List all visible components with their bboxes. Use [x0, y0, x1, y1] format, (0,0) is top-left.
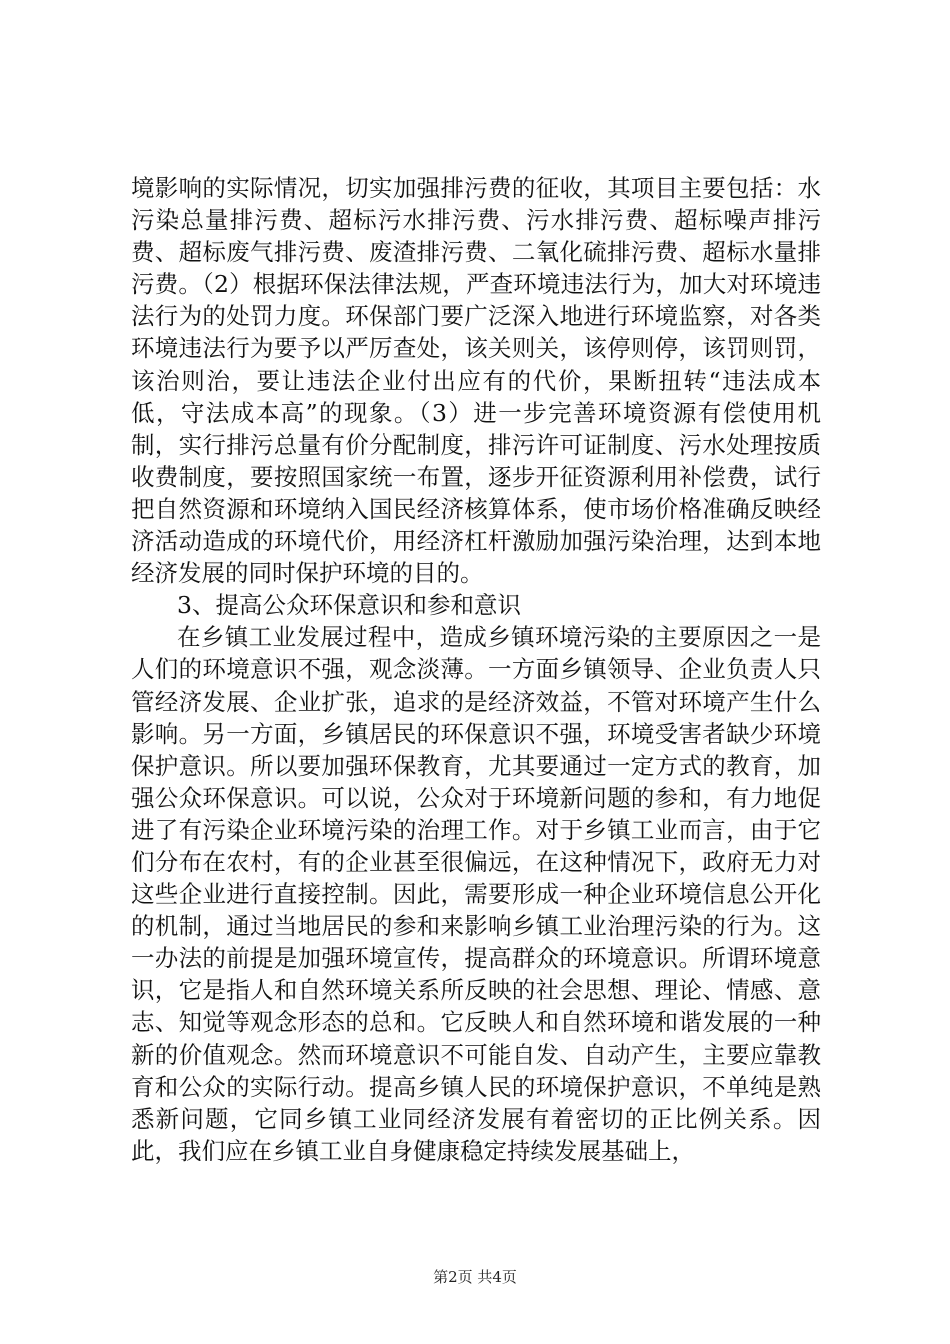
paragraph: 在乡镇工业发展过程中，造成乡镇环境污染的主要原因之一是人们的环境意识不强，观念淡薄。一方面乡镇领导、企业负责人只管经济发展、企业扩张，追求的是经济效益，不管对环境产生什么影响。另一方面，乡镇居民的环保意识不强，环境受害者缺少环境保护意识。所以要加强环保教育，尤其要通过一定方式的教育，加强公众环保意识。可以说，公众对于环境新问题的参和，有力地促进了有污染企业环境污染的治理工作。对于乡镇工业而言，由于它们分布在农村，有的企业甚至很偏远，在这种情况下，政府无力对这些企业进行直接控制。因此，需要形成一种企业环境信息公开化的机制，通过当地居民的参和来影响乡镇工业治理污染的行为。这一办法的前提是加强环境宣传，提高群众的环境意识。所谓环境意识，它是指人和自然环境关系所反映的社会思想、理论、情感、意志、知觉等观念形态的总和。它反映人和自然环境和谐发展的一种新的价值观念。然而环境意识不可能自发、自动产生，主要应靠教育和公众的实际行动。提高乡镇人民的环境保护意识，不单纯是熟悉新问题，它同乡镇工业同经济发展有着密切的正比例关系。因此，我们应在乡镇工业自身健康稳定持续发展基础上，: [131, 623, 821, 1165]
paragraph-continuation: 境影响的实际情况，切实加强排污费的征收，其项目主要包括：水污染总量排污费、超标污水排污费、污水排污费、超标噪声排污费、超标废气排污费、废渣排污费、二氧化硫排污费、超标水量排污费。（2）根据环保法律法规，严查环境违法行为，加大对环境违法行为的处罚力度。环保部门要广泛深入地进行环境监察，对各类环境违法行为要予以严厉查处，该关则关，该停则停，该罚则罚，该治则治，要让违法企业付出应有的代价，果断扭转“违法成本低，守法成本高”的现象。（3）进一步完善环境资源有偿使用机制，实行排污总量有价分配制度，排污许可证制度、污水处理按质收费制度，要按照国家统一布置，逐步开征资源利用补偿费，试行把自然资源和环境纳入国民经济核算体系，使市场价格准确反映经济活动造成的环境代价，用经济杠杆激励加强污染治理，达到本地经济发展的同时保护环境的目的。: [131, 174, 821, 588]
section-heading: 3、提高公众环保意识和参和意识: [177, 591, 521, 620]
page-number-footer: 第2页 共4页: [433, 1268, 517, 1286]
body-text: [131, 172, 821, 1167]
